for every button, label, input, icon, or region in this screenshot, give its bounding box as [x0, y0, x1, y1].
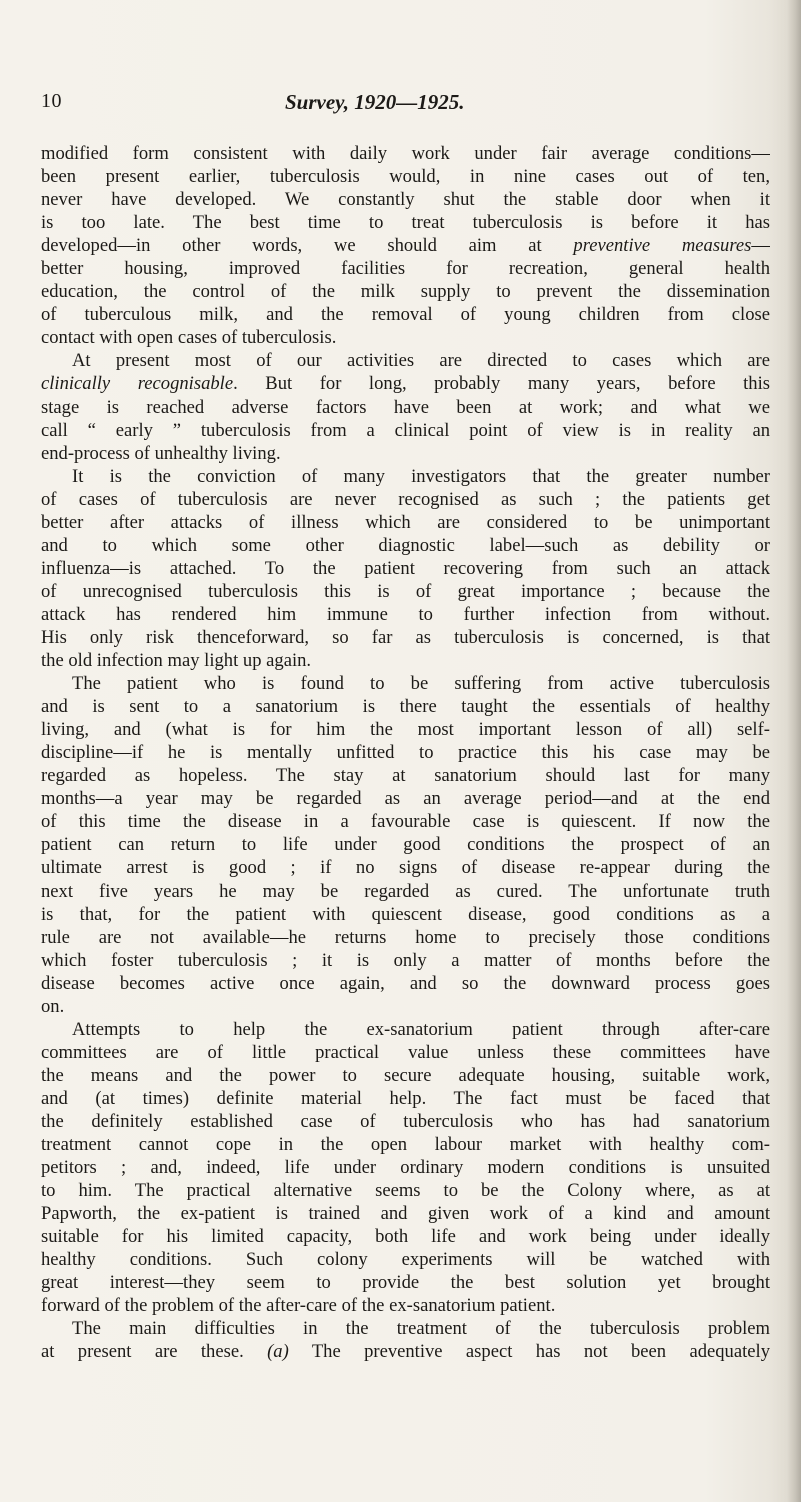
- text-line: modified form consistent with daily work under fair average conditions—: [41, 143, 770, 164]
- text-line: committees are of little practical value unless these committees have: [41, 1041, 770, 1063]
- page-number: 10: [41, 90, 62, 112]
- page-edge-shadow: [787, 0, 801, 1502]
- text-line: Attempts to help the ex-sanatorium patient through after-care: [72, 1018, 770, 1040]
- text-line: clinically recognisable. But for long, probably many years, before this: [41, 373, 770, 395]
- paragraph: [41, 349, 770, 464]
- text-line: At present most of our activities are directed to cases which are: [72, 350, 770, 372]
- text-line: healthy conditions. Such colony experiments will be watched with: [41, 1249, 770, 1271]
- text-line: The main difficulties in the treatment of the tuberculosis problem: [72, 1318, 770, 1340]
- text-line: stage is reached adverse factors have been at work; and what we: [41, 396, 770, 418]
- text-line: on.: [41, 995, 65, 1017]
- text-line: which foster tuberculosis ; it is only a matter of months before the: [41, 949, 770, 971]
- text-line: suitable for his limited capacity, both life and work being under ideally: [41, 1226, 770, 1248]
- text-line: is that, for the patient with quiescent disease, good conditions as a: [41, 903, 770, 925]
- text-line: never have developed. We constantly shut the stable door when it: [41, 189, 770, 211]
- text-line: petitors ; and, indeed, life under ordinary modern conditions is unsuited: [41, 1157, 770, 1179]
- text-line: of unrecognised tuberculosis this is of great importance ; because the: [41, 580, 770, 602]
- text-line: discipline—if he is mentally unfitted to practice this his case may be: [41, 742, 770, 764]
- text-line: been present earlier, tuberculosis would, in nine cases out of ten,: [41, 166, 770, 188]
- text-line: regarded as hopeless. The stay at sanatorium should last for many: [41, 765, 770, 787]
- text-line: the definitely established case of tuberculosis who has had sanatorium: [41, 1110, 770, 1132]
- text-line: His only risk thenceforward, so far as tuberculosis is concerned, is that: [41, 626, 770, 648]
- text-line: and (at times) definite material help. The fact must be faced that: [41, 1087, 770, 1109]
- text-line: and is sent to a sanatorium is there taught the essentials of healthy: [41, 696, 770, 718]
- paragraph: [41, 465, 770, 672]
- text-line: better housing, improved facilities for recreation, general health: [41, 258, 770, 280]
- text-line: disease becomes active once again, and so the downward process goes: [41, 972, 770, 994]
- text-line: months—a year may be regarded as an average period—and at the end: [41, 788, 770, 810]
- italic-phrase: (a): [267, 1341, 289, 1363]
- text-line: to him. The practical alternative seems to be the Colony where, as at: [41, 1180, 770, 1202]
- text-line: next five years he may be regarded as cured. The unfortunate truth: [41, 880, 770, 902]
- text-line: treatment cannot cope in the open labour market with healthy com-: [41, 1134, 770, 1156]
- running-head: [41, 90, 771, 134]
- text-line: patient can return to life under good conditions the prospect of an: [41, 834, 770, 856]
- text-line: The patient who is found to be suffering from active tuberculosis: [72, 673, 770, 695]
- paragraph: [41, 142, 770, 349]
- text-line: the means and the power to secure adequate housing, suitable work,: [41, 1064, 770, 1086]
- text-line: ultimate arrest is good ; if no signs of disease re-appear during the: [41, 857, 770, 879]
- text-line: attack has rendered him immune to further infection from without.: [41, 603, 770, 625]
- text-line: better after attacks of illness which are considered to be unimportant: [41, 511, 770, 533]
- running-title: Survey, 1920—1925.: [285, 90, 465, 114]
- text-line: and to which some other diagnostic label—such as debility or: [41, 534, 770, 556]
- text-line: education, the control of the milk supply to prevent the dissemination: [41, 281, 770, 303]
- paragraph: [41, 1018, 770, 1318]
- text-line: influenza—is attached. To the patient recovering from such an attack: [41, 557, 770, 579]
- text-line: living, and (what is for him the most important lesson of all) self-: [41, 719, 770, 741]
- text-line: call “ early ” tuberculosis from a clinical point of view is in reality an: [41, 419, 770, 441]
- text-line: rule are not available—he returns home to precisely those conditions: [41, 926, 770, 948]
- text-line: contact with open cases of tuberculosis.: [41, 327, 337, 349]
- paragraph: [41, 1317, 770, 1363]
- text-line: great interest—they seem to provide the best solution yet brought: [41, 1272, 770, 1294]
- text-line: at present are these. (a) The preventive aspect has not been adequately: [41, 1341, 770, 1363]
- text-line: forward of the problem of the after-care of the ex-sanatorium patient.: [41, 1295, 556, 1317]
- text-line: end-process of unhealthy living.: [41, 442, 281, 464]
- paragraph: [41, 672, 770, 1018]
- text-line: is too late. The best time to treat tuberculosis is before it has: [41, 212, 770, 234]
- italic-phrase: clinically recognisable: [41, 373, 234, 395]
- text-line: the old infection may light up again.: [41, 650, 312, 672]
- body-text: [41, 142, 770, 1363]
- text-line: of this time the disease in a favourable case is quiescent. If now the: [41, 811, 770, 833]
- text-line: of tuberculous milk, and the removal of young children from close: [41, 304, 770, 326]
- italic-phrase: preventive measures: [573, 235, 752, 257]
- text-line: Papworth, the ex-patient is trained and given work of a kind and amount: [41, 1203, 770, 1225]
- text-line: It is the conviction of many investigators that the greater number: [72, 465, 770, 487]
- text-line: of cases of tuberculosis are never recognised as such ; the patients get: [41, 488, 770, 510]
- text-line: developed—in other words, we should aim at preventive measures—: [41, 235, 770, 257]
